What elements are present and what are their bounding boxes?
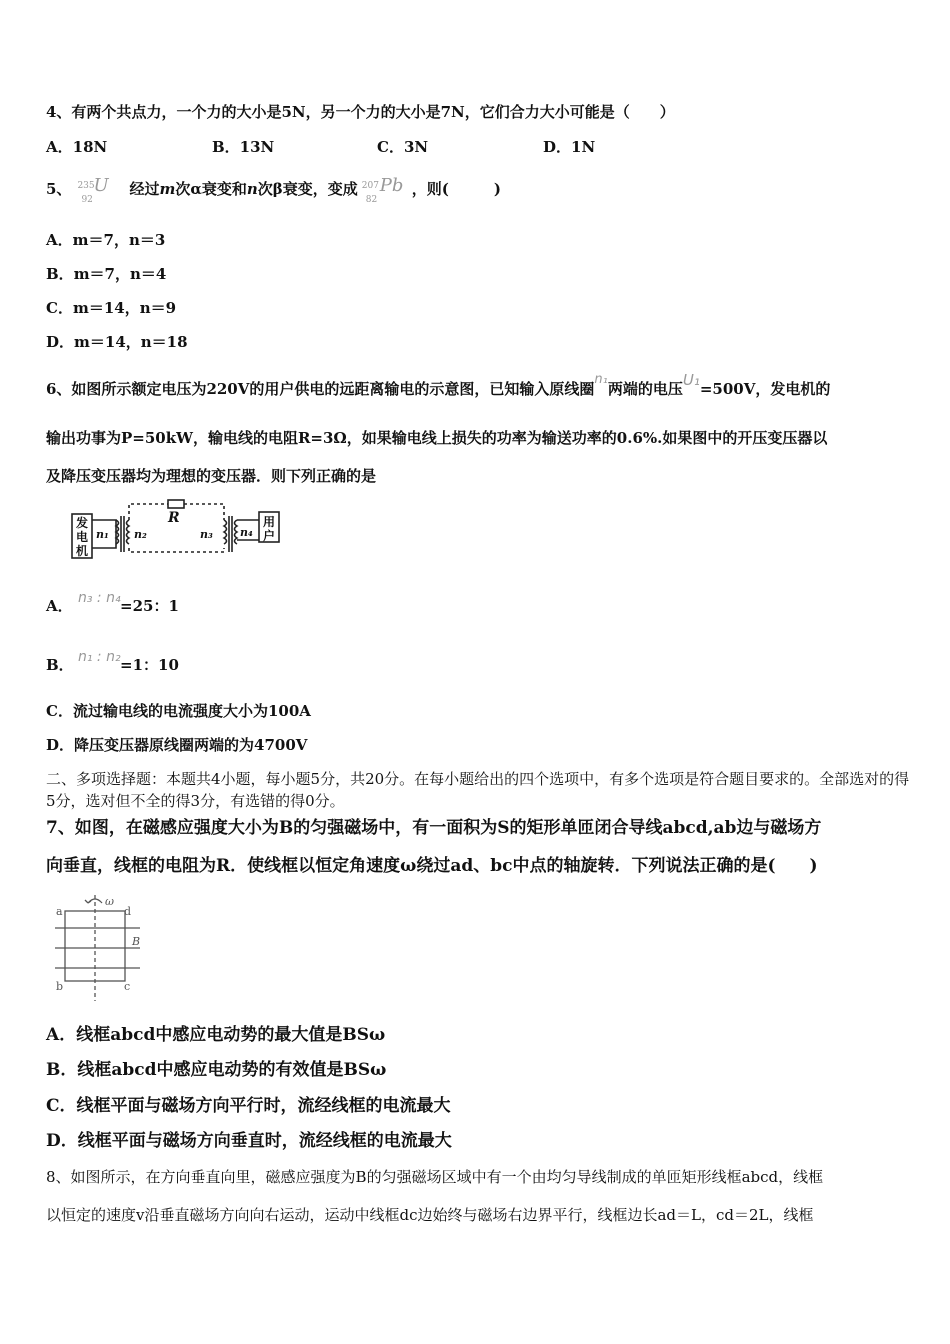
pb-symbol: Pb xyxy=(379,175,404,196)
q5-option-d xyxy=(46,332,188,352)
q6-option-a-value: =25：1 xyxy=(120,597,179,615)
q6-line1 xyxy=(46,371,831,402)
q5-text4: ，则( ) xyxy=(411,180,501,198)
label-n3: n₃ xyxy=(200,528,213,541)
q6-line3: 及降压变压器均为理想的变压器．则下列正确的是 xyxy=(46,467,377,485)
u-mass: 235 xyxy=(77,181,95,191)
label-n4: n₄ xyxy=(240,526,253,539)
q4-stem: 4、有两个共点力，一个力的大小是5N，另一个力的大小是7N，它们合力大小可能是（ ） xyxy=(46,103,675,121)
transmission-diagram xyxy=(68,496,290,564)
q7-option-d: D．线框平面与磁场方向垂直时，流经线框的电流最大 xyxy=(46,1131,452,1151)
gen-char-1: 发 xyxy=(76,516,89,530)
user-char-2: 户 xyxy=(263,529,276,543)
gen-char-3: 机 xyxy=(76,544,89,558)
q5-number: 5、 xyxy=(46,180,72,198)
q5-text1: 经过 xyxy=(129,180,160,198)
coil-n3 xyxy=(224,520,227,544)
q6-option-a-ratio: n₃ : n₄ xyxy=(78,590,121,606)
q5-option-d-label: D． xyxy=(46,333,75,351)
resistor-r xyxy=(168,500,184,508)
q5-option-a xyxy=(46,230,165,250)
q7-line2: 向垂直，线框的电阻为R．使线框以恒定角速度ω绕过ad、bc中点的轴旋转．下列说法正确的是( ) xyxy=(46,856,818,876)
q5-stem xyxy=(46,174,501,204)
q5-text3: 次β衰变，变成 xyxy=(257,180,358,198)
q6-option-a-label: A． xyxy=(46,597,73,615)
label-b: b xyxy=(56,980,64,993)
user-char-1: 用 xyxy=(263,515,276,529)
label-a: a xyxy=(56,905,63,918)
q4-option-c: C．3N xyxy=(377,138,429,156)
q6-line1-a: 6、如图所示额定电压为220V的用户供电的远距离输电的示意图，已知输入原线圈 xyxy=(46,380,595,398)
lead-isotope xyxy=(361,175,412,205)
q6-line1-b: 两端的电压 xyxy=(607,380,683,398)
gen-char-2: 电 xyxy=(76,530,89,544)
q5-option-c-label: C． xyxy=(46,299,73,317)
q6-option-a xyxy=(46,588,179,618)
coil-n4 xyxy=(235,520,238,544)
q6-n1-symbol: n₁ xyxy=(594,372,608,387)
q5-option-c-text: m＝14，n＝9 xyxy=(72,299,177,317)
label-r: R xyxy=(168,510,180,526)
coil-n2 xyxy=(127,520,130,544)
q4-option-d: D．1N xyxy=(543,138,596,156)
label-omega: ω xyxy=(105,895,114,908)
label-d: d xyxy=(124,905,132,918)
section-2-header: 二、多项选择题：本题共4小题，每小题5分，共20分。在每小题给出的四个选项中，有多个选项是符合题目要求的。全部选对的得5分，选对但不全的得3分，有选错的得0分。 xyxy=(46,770,910,810)
q5-option-a-label: A． xyxy=(46,231,73,249)
q5-option-d-text: m＝14，n＝18 xyxy=(74,333,188,351)
q7-option-c: C．线框平面与磁场方向平行时，流经线框的电流最大 xyxy=(46,1096,451,1116)
q4-option-a: A．18N xyxy=(46,138,108,156)
q6-line2: 输出功事为P=50kW，输电线的电阻R=3Ω，如果输电线上损失的功率为输送功率的0.6%.如果图中的开压变压器以 xyxy=(46,429,828,447)
q5-option-b-label: B． xyxy=(46,265,74,283)
q5-option-c xyxy=(46,298,176,318)
q4-option-b: B．13N xyxy=(212,138,275,156)
q5-m: m xyxy=(159,180,176,198)
rotating-loop-figure xyxy=(50,893,160,1003)
label-n1: n₁ xyxy=(96,528,109,541)
pb-atomic: 82 xyxy=(365,195,378,205)
q6-option-b-value: =1：10 xyxy=(120,656,179,674)
label-b-field: B xyxy=(132,935,141,948)
q8-line1: 8、如图所示，在方向垂直向里，磁感应强度为B的匀强磁场区域中有一个由均匀导线制成的单匝矩形线框abcd，线框 xyxy=(46,1168,824,1186)
q6-option-b xyxy=(46,647,179,677)
q6-option-c: C．流过输电线的电流强度大小为100A xyxy=(46,702,311,720)
uranium-isotope xyxy=(77,175,121,205)
q6-option-b-label: B． xyxy=(46,656,74,674)
q6-u1-symbol: U₁ xyxy=(682,371,700,389)
q7-line1: 7、如图，在磁感应强度大小为B的匀强磁场中，有一面积为S的矩形单匝闭合导线abcd,ab边与磁场方 xyxy=(46,818,822,838)
q5-text2: 次α衰变和 xyxy=(175,180,247,198)
label-c: c xyxy=(124,980,131,993)
q6-option-b-ratio: n₁ : n₂ xyxy=(78,649,121,665)
q5-option-b xyxy=(46,264,166,284)
u-symbol: U xyxy=(93,175,109,196)
q5-n: n xyxy=(246,180,258,198)
q5-option-a-text: m＝7，n＝3 xyxy=(72,231,166,249)
q7-option-b: B．线框abcd中感应电动势的有效值是BSω xyxy=(46,1060,387,1080)
pb-mass: 207 xyxy=(361,181,379,191)
u-atomic: 92 xyxy=(81,195,93,205)
q8-line2: 以恒定的速度v沿垂直磁场方向向右运动，运动中线框dc边始终与磁场右边界平行，线框边长ad＝L，cd＝2L，线框 xyxy=(46,1206,814,1224)
q7-option-a: A．线框abcd中感应电动势的最大值是BSω xyxy=(46,1025,386,1045)
q6-option-d: D．降压变压器原线圈两端的为4700V xyxy=(46,736,308,754)
label-n2: n₂ xyxy=(134,528,147,541)
q5-option-b-text: m＝7，n＝4 xyxy=(73,265,167,283)
q6-line1-c: =500V，发电机的 xyxy=(699,380,831,398)
